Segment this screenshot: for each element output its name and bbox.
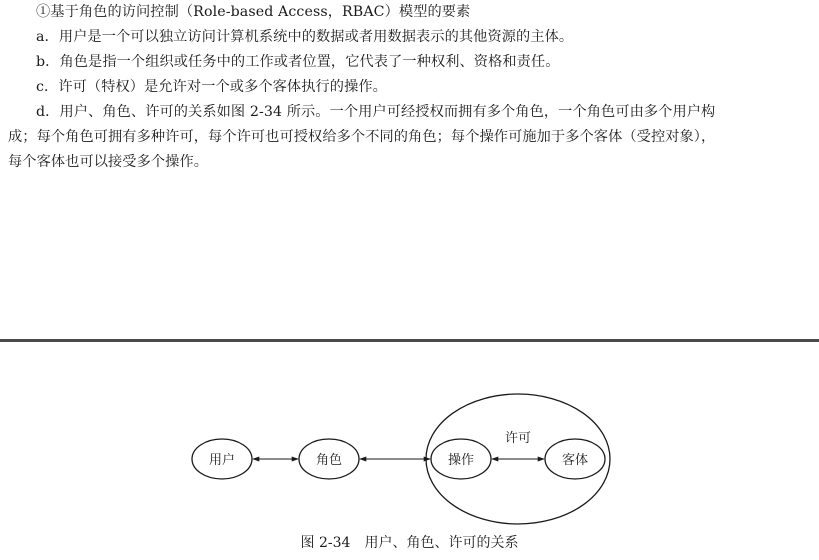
role-label: 角色	[315, 453, 343, 468]
user-label: 用户	[208, 453, 236, 468]
item-d-line-1: d．用户、角色、许可的关系如图 2-34 所示。一个用户可经授权而拥有多个角色，一个角色可由多个用户构	[36, 104, 716, 120]
heading-rbac-elements: ①基于角色的访问控制（Role-based Access，RBAC）模型的要素	[36, 4, 471, 20]
item-d-line-3: 每个客体也可以接受多个操作。	[8, 154, 209, 170]
rbac-diagram-svg	[0, 342, 819, 532]
item-b-role: b．角色是指一个组织或任务中的工作或者位置，它代表了一种权利、资格和责任。	[36, 54, 560, 70]
figure-caption: 图 2-34 用户、角色、许可的关系	[300, 535, 519, 551]
body-text	[8, 0, 811, 175]
item-c-permission: c．许可（特权）是允许对一个或多个客体执行的操作。	[36, 79, 387, 95]
rbac-diagram	[0, 342, 819, 560]
object-label: 客体	[561, 453, 589, 468]
item-a-user: a．用户是一个可以独立访问计算机系统中的数据或者用数据表示的其他资源的主体。	[36, 29, 574, 45]
permission-label: 许可	[504, 431, 532, 446]
item-d-line-2: 成；每个角色可拥有多种许可，每个许可也可授权给多个不同的角色；每个操作可施加于多个客体（受控对象），	[8, 129, 716, 145]
operation-label: 操作	[447, 453, 475, 468]
